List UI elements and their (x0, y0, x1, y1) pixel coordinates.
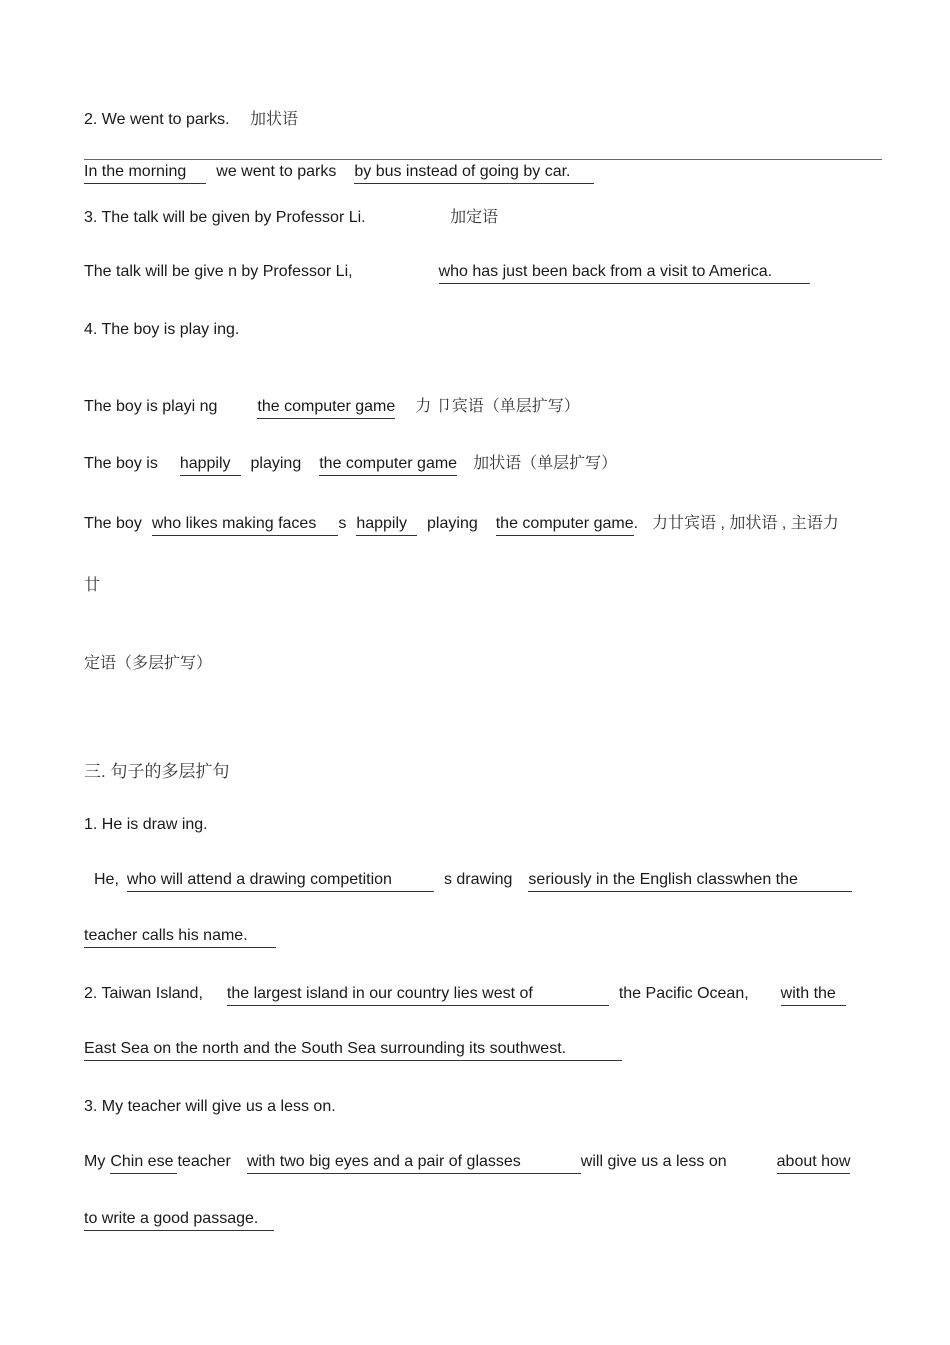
answer-text: playing (250, 455, 302, 472)
item-3-answer (84, 262, 810, 284)
item-3-title (84, 208, 498, 228)
underlined-object: the computer game (496, 514, 634, 536)
underlined-adverbial-cont: teacher calls his name. (84, 926, 276, 948)
answer-text: s drawing (443, 871, 513, 888)
note: 力 卩宾语（单层扩写） (415, 398, 580, 415)
underlined-attributive-3: about how (777, 1152, 851, 1174)
underlined-adverbial-manner: by bus instead of going by car. (354, 162, 594, 184)
answer-text: The boy is playi ng (84, 398, 218, 415)
item-2-answer (84, 162, 594, 184)
answer-text: The boy is (84, 455, 158, 472)
underlined-adverbial: seriously in the English classwhen the (528, 870, 851, 892)
q3-title: 3. My teacher will give us a less on. (84, 1098, 336, 1115)
answer-text: we went to parks (216, 163, 337, 180)
q1-answer (94, 870, 852, 892)
answer-text: the Pacific Ocean, (618, 985, 749, 1002)
underlined-attributive: who will attend a drawing competition (127, 870, 434, 892)
top-rule (84, 159, 882, 160)
item-3-sentence: 3. The talk will be given by Professor Li. (84, 209, 366, 226)
q3-answer-cont (84, 1209, 274, 1231)
period: . (633, 515, 639, 532)
underlined-appositive: the largest island in our country lies west of (227, 984, 609, 1006)
answer-text: playing (427, 515, 478, 532)
q3-answer (84, 1152, 850, 1174)
answer-text: My (84, 1153, 106, 1170)
note: 加状语（单层扩写） (473, 455, 618, 472)
underlined-attributive-2: with two big eyes and a pair of glasses (247, 1152, 581, 1174)
item-3-note: 加定语 (450, 209, 499, 226)
answer-text: 2. Taiwan Island, (84, 985, 203, 1002)
underlined-attributive: who has just been back from a visit to America. (439, 262, 810, 284)
item-2-sentence: 2. We went to parks. (84, 111, 230, 128)
answer-text: The boy (84, 515, 142, 532)
section-heading: 三. 句子的多层扩句 (84, 762, 230, 781)
answer-text: s (338, 515, 347, 532)
note: 力廿宾语 , 加状语 , 主语力 (652, 515, 839, 532)
q1-answer-cont (84, 926, 276, 948)
q2-answer-cont (84, 1039, 622, 1061)
item-4-line-c (84, 514, 839, 536)
answer-text: The talk will be give n by Professor Li, (84, 263, 353, 280)
underlined-attributive-1: Chin ese (110, 1152, 177, 1174)
note-continuation-2: 定语（多层扩写） (84, 655, 213, 672)
underlined-adverb: happily (180, 454, 241, 476)
item-4-line-a (84, 397, 580, 419)
answer-text: will give us a less on (580, 1153, 727, 1170)
item-2-title (84, 110, 298, 130)
underlined-adverbial-time: In the morning (84, 162, 206, 184)
underlined-adverb: happily (356, 514, 417, 536)
underlined-adverbial: with the (781, 984, 846, 1006)
note-continuation: 廿 (84, 577, 101, 594)
item-4-title: 4. The boy is play ing. (84, 321, 240, 338)
underlined-adverbial-cont: East Sea on the north and the South Sea surrounding its southwest. (84, 1039, 622, 1061)
underlined-object: the computer game (257, 397, 395, 419)
item-4-line-b (84, 454, 617, 476)
underlined-attributive: who likes making faces (152, 514, 339, 536)
underlined-attributive-3-cont: to write a good passage. (84, 1209, 274, 1231)
answer-text: He, (94, 871, 119, 888)
q2-answer (84, 984, 846, 1006)
item-2-note: 加状语 (250, 111, 299, 128)
q1-title: 1. He is draw ing. (84, 816, 208, 833)
answer-text: teacher (177, 1153, 231, 1170)
underlined-object: the computer game (319, 454, 457, 476)
